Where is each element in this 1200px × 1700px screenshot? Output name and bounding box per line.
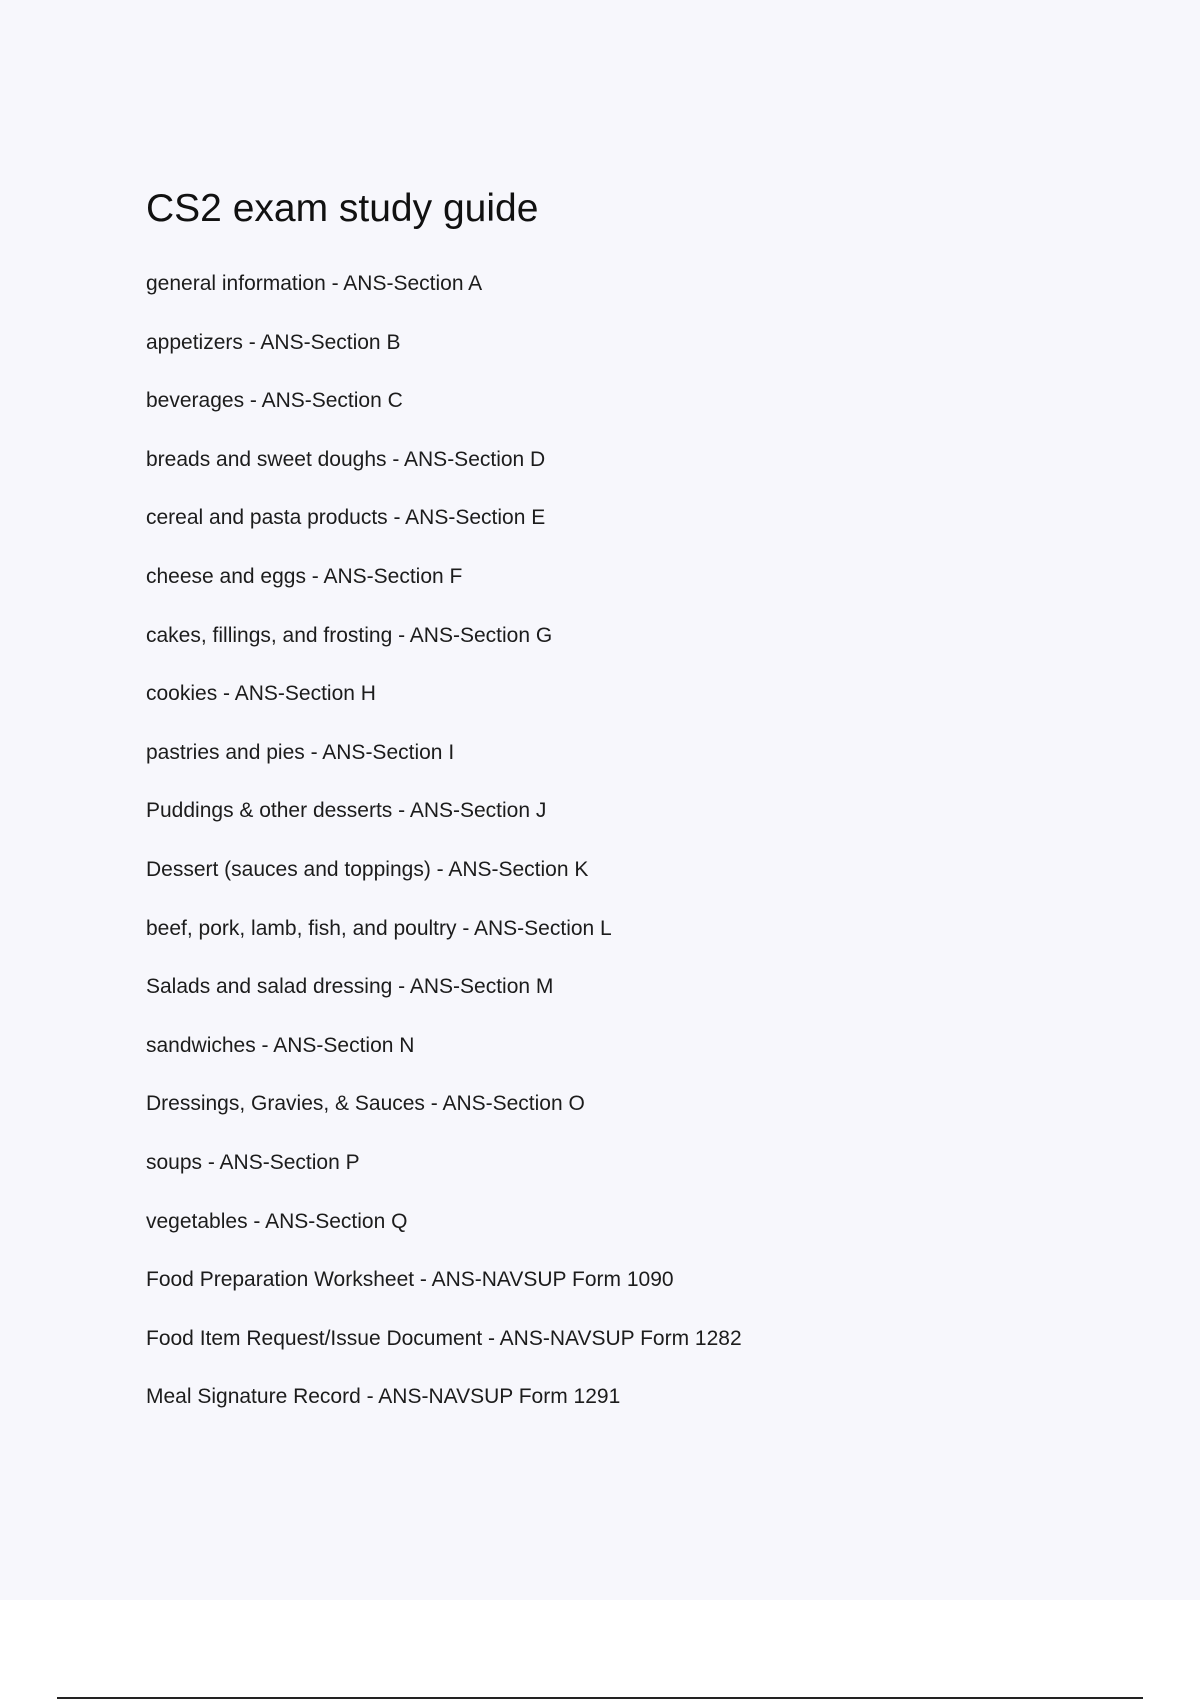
list-item: cereal and pasta products - ANS-Section E — [146, 506, 546, 530]
list-item: cookies - ANS-Section H — [146, 682, 376, 706]
page-title: CS2 exam study guide — [146, 187, 539, 230]
list-item: Dressings, Gravies, & Sauces - ANS-Section O — [146, 1092, 585, 1116]
list-item: sandwiches - ANS-Section N — [146, 1033, 415, 1057]
list-item: Dessert (sauces and toppings) - ANS-Section K — [146, 857, 589, 881]
list-item: breads and sweet doughs - ANS-Section D — [146, 447, 546, 471]
list-item: beverages - ANS-Section C — [146, 389, 403, 413]
list-item: general information - ANS-Section A — [146, 272, 483, 295]
list-item: Salads and salad dressing - ANS-Section M — [146, 975, 554, 999]
study-guide-list — [146, 255, 1146, 1427]
list-item: vegetables - ANS-Section Q — [146, 1209, 408, 1233]
list-item: beef, pork, lamb, fish, and poultry - ANS-Section L — [146, 916, 612, 940]
list-item: Meal Signature Record - ANS-NAVSUP Form 1291 — [146, 1385, 621, 1409]
list-item: cakes, fillings, and frosting - ANS-Section G — [146, 623, 553, 647]
footer-divider — [57, 1697, 1143, 1699]
list-item: Food Item Request/Issue Document - ANS-NAVSUP Form 1282 — [146, 1326, 742, 1350]
list-item: Puddings & other desserts - ANS-Section J — [146, 799, 547, 823]
list-item: cheese and eggs - ANS-Section F — [146, 564, 463, 588]
list-item: Food Preparation Worksheet - ANS-NAVSUP Form 1090 — [146, 1268, 674, 1292]
list-item: soups - ANS-Section P — [146, 1150, 360, 1174]
list-item: appetizers - ANS-Section B — [146, 330, 401, 354]
list-item: pastries and pies - ANS-Section I — [146, 740, 455, 764]
document-content — [146, 180, 1146, 1427]
